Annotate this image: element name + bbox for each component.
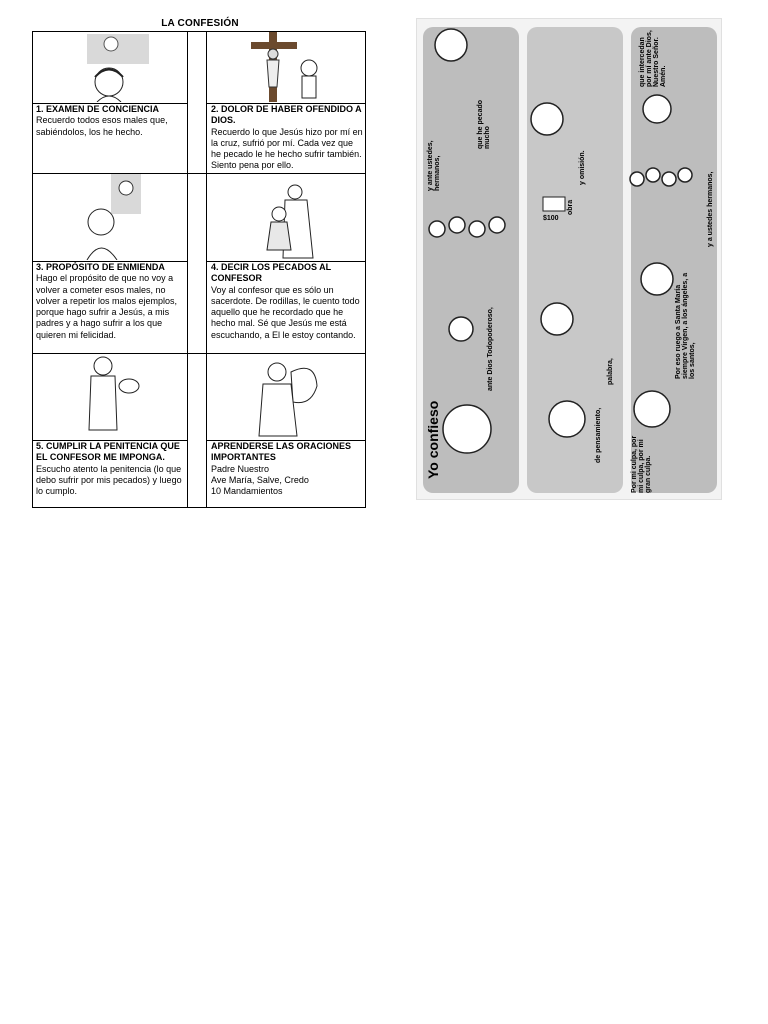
child-remembering-illustration bbox=[81, 174, 151, 260]
strip-title: Yo confieso bbox=[425, 400, 441, 479]
step-heading: 5. CUMPLIR LA PENITENCIA QUE EL CONFESOR ME IMPONGA. bbox=[36, 441, 180, 463]
step-4-cell bbox=[211, 262, 363, 341]
phrase: y ante ustedes, hermanos, bbox=[427, 140, 441, 191]
child-with-speech-bubble-illustration bbox=[83, 354, 143, 438]
jesus-on-cross-illustration bbox=[247, 32, 327, 102]
step-5-cell bbox=[36, 441, 186, 497]
step-3-cell bbox=[36, 262, 186, 341]
step-heading: APRENDERSE LAS ORACIONES IMPORTANTES bbox=[211, 441, 352, 463]
phrase: que he pecado mucho bbox=[477, 99, 491, 149]
column-divider bbox=[187, 32, 188, 507]
step-description: Hago el propósito de que no voy a volver a cometer esos males, no volver a repetir los malos ejemplos, porque hago sufrir a Jesús, a mis padres y a hago sufrir a los que quieren mi felicidad. bbox=[36, 273, 178, 340]
step-description: Escucho atento la penitencia (lo que debo sufrir por mis pecados) y luego lo cumplo. bbox=[36, 463, 182, 497]
child-thinking-illustration bbox=[83, 32, 153, 102]
phrase: que intercedan por mí ante Dios, Nuestro Señor. Amén. bbox=[639, 30, 667, 87]
money-label: $100 bbox=[543, 215, 559, 222]
step-heading: 2. DOLOR DE HABER OFENDIDO A DIOS. bbox=[211, 104, 362, 126]
prayers-cell bbox=[211, 441, 363, 497]
prayer-item: Ave María, Salve, Credo bbox=[211, 474, 309, 485]
phrase: y a ustedes hermanos, bbox=[707, 171, 714, 247]
phrase: palabra, bbox=[607, 358, 614, 385]
step-description: Recuerdo todos esos males que, sabiéndolos, los he hecho. bbox=[36, 115, 168, 137]
step-description: Recuerdo lo que Jesús hizo por mí en la cruz, sufrió por mí. Cada vez que he pecado le he hecho sufrir también. Siento pena por ello. bbox=[211, 126, 363, 171]
step-2-cell bbox=[211, 104, 363, 172]
comic-figures bbox=[417, 19, 722, 500]
priest-embracing-child-illustration bbox=[255, 180, 325, 260]
step-heading: 3. PROPÓSITO DE ENMIENDA bbox=[36, 262, 165, 272]
step-heading: 1. EXAMEN DE CONCIENCIA bbox=[36, 104, 160, 114]
phrase: ante Dios Todopoderoso, bbox=[487, 307, 494, 391]
yo-confieso-comic-strip bbox=[416, 18, 722, 500]
phrase: y omisión. bbox=[579, 150, 586, 185]
confession-steps-table bbox=[32, 31, 366, 508]
angel-praying-illustration bbox=[251, 356, 321, 440]
step-1-cell bbox=[36, 104, 186, 138]
step-heading: 4. DECIR LOS PECADOS AL CONFESOR bbox=[211, 262, 332, 284]
phrase: Por eso ruego a Santa María siempre Virgen, a los ángeles, a los santos, bbox=[675, 272, 696, 379]
page-title: LA CONFESIÓN bbox=[150, 18, 250, 29]
step-description: Voy al confesor que es sólo un sacerdote. De rodillas, le cuento todo aquello que he recordado que he hecho mal. Sé que Jesús me está escuchando, a El le estoy contando. bbox=[211, 284, 360, 340]
prayer-item: Padre Nuestro bbox=[211, 463, 270, 474]
phrase: obra bbox=[567, 199, 574, 215]
money-sign bbox=[543, 197, 565, 211]
phrase: Por mi culpa, por mi culpa, por mi gran culpa. bbox=[631, 435, 652, 493]
prayer-item: 10 Mandamientos bbox=[211, 486, 283, 497]
phrase: de pensamiento, bbox=[595, 407, 602, 463]
